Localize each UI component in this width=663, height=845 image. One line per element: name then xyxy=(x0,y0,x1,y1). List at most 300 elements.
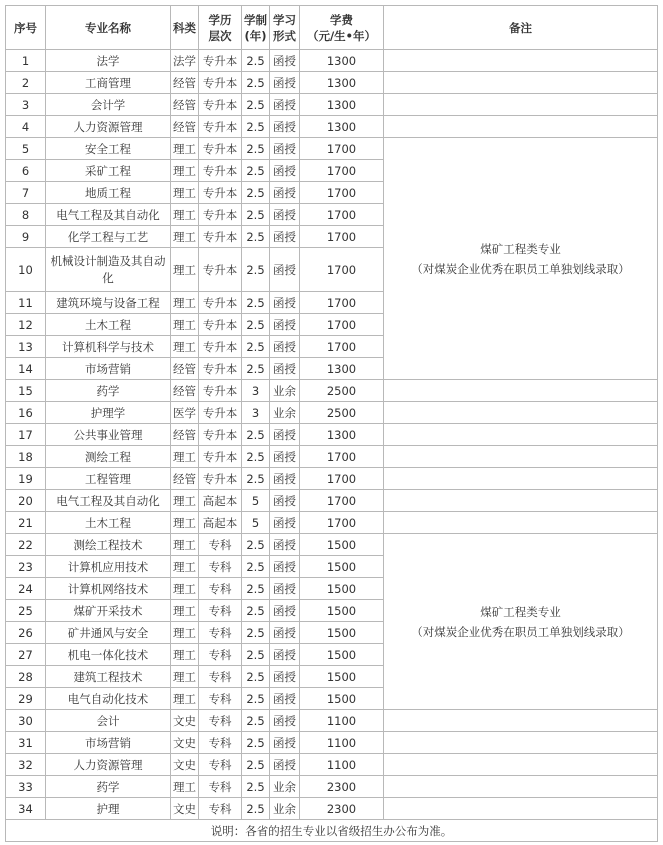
cell-years: 2.5 xyxy=(242,116,270,138)
table-body xyxy=(6,50,658,820)
cell-fee: 2300 xyxy=(300,776,384,798)
cell-level: 专升本 xyxy=(199,182,242,204)
cell-major: 地质工程 xyxy=(46,182,171,204)
cell-fee: 1100 xyxy=(300,710,384,732)
cell-level: 专升本 xyxy=(199,424,242,446)
cell-form: 函授 xyxy=(270,644,300,666)
cell-category: 理工 xyxy=(171,534,199,556)
cell-fee: 1300 xyxy=(300,116,384,138)
cell-level: 专科 xyxy=(199,688,242,710)
cell-level: 专科 xyxy=(199,556,242,578)
cell-years: 2.5 xyxy=(242,600,270,622)
cell-no: 30 xyxy=(6,710,46,732)
remark-empty xyxy=(384,424,658,446)
cell-fee: 1700 xyxy=(300,446,384,468)
cell-category: 理工 xyxy=(171,248,199,292)
cell-form: 业余 xyxy=(270,380,300,402)
table-row xyxy=(6,72,658,94)
cell-form: 函授 xyxy=(270,446,300,468)
cell-major: 会计学 xyxy=(46,94,171,116)
cell-form: 业余 xyxy=(270,402,300,424)
cell-no: 7 xyxy=(6,182,46,204)
cell-major: 护理学 xyxy=(46,402,171,424)
table-row xyxy=(6,776,658,798)
cell-major: 采矿工程 xyxy=(46,160,171,182)
cell-fee: 1100 xyxy=(300,754,384,776)
remark-empty xyxy=(384,798,658,820)
cell-fee: 1500 xyxy=(300,666,384,688)
cell-no: 13 xyxy=(6,336,46,358)
table-row xyxy=(6,710,658,732)
cell-major: 计算机应用技术 xyxy=(46,556,171,578)
cell-form: 函授 xyxy=(270,204,300,226)
cell-years: 2.5 xyxy=(242,666,270,688)
cell-major: 工程管理 xyxy=(46,468,171,490)
table-row xyxy=(6,50,658,72)
cell-form: 函授 xyxy=(270,578,300,600)
cell-no: 24 xyxy=(6,578,46,600)
header-fee-line2: （元/生•年） xyxy=(306,28,377,43)
cell-no: 26 xyxy=(6,622,46,644)
cell-level: 专升本 xyxy=(199,204,242,226)
cell-fee: 1500 xyxy=(300,688,384,710)
cell-fee: 1700 xyxy=(300,468,384,490)
remark-empty xyxy=(384,732,658,754)
cell-years: 2.5 xyxy=(242,534,270,556)
remark-empty xyxy=(384,116,658,138)
cell-major: 法学 xyxy=(46,50,171,72)
cell-form: 函授 xyxy=(270,468,300,490)
cell-years: 2.5 xyxy=(242,72,270,94)
cell-major: 工商管理 xyxy=(46,72,171,94)
cell-category: 理工 xyxy=(171,776,199,798)
cell-fee: 1300 xyxy=(300,50,384,72)
cell-years: 2.5 xyxy=(242,776,270,798)
header-years xyxy=(242,6,270,50)
cell-fee: 1500 xyxy=(300,600,384,622)
remark-empty xyxy=(384,72,658,94)
cell-level: 专升本 xyxy=(199,446,242,468)
cell-major: 机械设计制造及其自动化 xyxy=(46,248,171,292)
header-form-line2: 形式 xyxy=(273,28,296,43)
table-row xyxy=(6,490,658,512)
cell-form: 函授 xyxy=(270,424,300,446)
cell-fee: 1700 xyxy=(300,182,384,204)
cell-fee: 1500 xyxy=(300,644,384,666)
cell-no: 10 xyxy=(6,248,46,292)
cell-no: 28 xyxy=(6,666,46,688)
cell-level: 专升本 xyxy=(199,116,242,138)
cell-major: 测绘工程 xyxy=(46,446,171,468)
cell-form: 业余 xyxy=(270,776,300,798)
cell-years: 2.5 xyxy=(242,732,270,754)
cell-fee: 1700 xyxy=(300,138,384,160)
cell-years: 2.5 xyxy=(242,336,270,358)
cell-years: 3 xyxy=(242,402,270,424)
footer-row xyxy=(6,820,658,842)
cell-fee: 1700 xyxy=(300,490,384,512)
cell-no: 11 xyxy=(6,292,46,314)
cell-category: 医学 xyxy=(171,402,199,424)
cell-no: 34 xyxy=(6,798,46,820)
cell-category: 理工 xyxy=(171,490,199,512)
cell-level: 专升本 xyxy=(199,248,242,292)
header-fee xyxy=(300,6,384,50)
cell-major: 会计 xyxy=(46,710,171,732)
cell-category: 理工 xyxy=(171,204,199,226)
cell-form: 函授 xyxy=(270,72,300,94)
cell-form: 函授 xyxy=(270,138,300,160)
cell-category: 文史 xyxy=(171,732,199,754)
cell-fee: 1500 xyxy=(300,534,384,556)
cell-fee: 2300 xyxy=(300,798,384,820)
cell-years: 2.5 xyxy=(242,314,270,336)
cell-years: 2.5 xyxy=(242,160,270,182)
cell-no: 18 xyxy=(6,446,46,468)
header-row xyxy=(6,6,658,50)
remark-title: 煤矿工程类专业 xyxy=(480,241,561,256)
cell-form: 函授 xyxy=(270,336,300,358)
cell-level: 专升本 xyxy=(199,50,242,72)
cell-no: 21 xyxy=(6,512,46,534)
cell-form: 函授 xyxy=(270,710,300,732)
cell-years: 3 xyxy=(242,380,270,402)
remark-empty xyxy=(384,402,658,424)
cell-level: 专升本 xyxy=(199,402,242,424)
cell-level: 专升本 xyxy=(199,138,242,160)
cell-major: 市场营销 xyxy=(46,358,171,380)
cell-fee: 1700 xyxy=(300,204,384,226)
cell-form: 函授 xyxy=(270,94,300,116)
header-no: 序号 xyxy=(6,6,46,50)
table-row xyxy=(6,424,658,446)
table-row xyxy=(6,798,658,820)
cell-level: 专科 xyxy=(199,732,242,754)
cell-fee: 1300 xyxy=(300,358,384,380)
cell-years: 2.5 xyxy=(242,578,270,600)
cell-level: 专升本 xyxy=(199,314,242,336)
header-note: 备注 xyxy=(384,6,658,50)
cell-form: 函授 xyxy=(270,314,300,336)
cell-major: 化学工程与工艺 xyxy=(46,226,171,248)
remark-title: 煤矿工程类专业 xyxy=(480,604,561,619)
cell-form: 函授 xyxy=(270,754,300,776)
cell-years: 2.5 xyxy=(242,798,270,820)
cell-major: 药学 xyxy=(46,380,171,402)
cell-fee: 1300 xyxy=(300,72,384,94)
cell-no: 23 xyxy=(6,556,46,578)
cell-category: 文史 xyxy=(171,710,199,732)
remark-cell xyxy=(384,138,658,380)
cell-level: 高起本 xyxy=(199,490,242,512)
header-years-line1: 学制 xyxy=(244,12,267,27)
cell-major: 土木工程 xyxy=(46,314,171,336)
cell-years: 2.5 xyxy=(242,50,270,72)
remark-empty xyxy=(384,754,658,776)
cell-level: 专升本 xyxy=(199,72,242,94)
cell-category: 理工 xyxy=(171,512,199,534)
cell-form: 函授 xyxy=(270,622,300,644)
cell-major: 机电一体化技术 xyxy=(46,644,171,666)
cell-major: 人力资源管理 xyxy=(46,754,171,776)
cell-years: 2.5 xyxy=(242,710,270,732)
cell-category: 经管 xyxy=(171,380,199,402)
header-level-line1: 学历 xyxy=(208,12,232,27)
cell-category: 经管 xyxy=(171,424,199,446)
remark-empty xyxy=(384,776,658,798)
cell-fee: 1500 xyxy=(300,578,384,600)
header-fee-line1: 学费 xyxy=(330,12,353,27)
table-row xyxy=(6,446,658,468)
cell-form: 函授 xyxy=(270,292,300,314)
cell-form: 函授 xyxy=(270,358,300,380)
table-row xyxy=(6,512,658,534)
cell-form: 函授 xyxy=(270,226,300,248)
cell-form: 函授 xyxy=(270,556,300,578)
cell-years: 2.5 xyxy=(242,358,270,380)
cell-category: 理工 xyxy=(171,138,199,160)
cell-no: 29 xyxy=(6,688,46,710)
table-row xyxy=(6,402,658,424)
cell-category: 法学 xyxy=(171,50,199,72)
cell-years: 2.5 xyxy=(242,424,270,446)
cell-fee: 1300 xyxy=(300,424,384,446)
cell-fee: 1700 xyxy=(300,292,384,314)
cell-major: 电气工程及其自动化 xyxy=(46,490,171,512)
cell-level: 专科 xyxy=(199,622,242,644)
cell-level: 专科 xyxy=(199,710,242,732)
cell-level: 专科 xyxy=(199,776,242,798)
cell-major: 公共事业管理 xyxy=(46,424,171,446)
cell-form: 函授 xyxy=(270,688,300,710)
cell-years: 2.5 xyxy=(242,94,270,116)
header-major: 专业名称 xyxy=(46,6,171,50)
cell-no: 8 xyxy=(6,204,46,226)
cell-form: 业余 xyxy=(270,798,300,820)
cell-no: 16 xyxy=(6,402,46,424)
cell-category: 理工 xyxy=(171,556,199,578)
cell-fee: 1100 xyxy=(300,732,384,754)
cell-category: 文史 xyxy=(171,754,199,776)
cell-years: 2.5 xyxy=(242,182,270,204)
cell-form: 函授 xyxy=(270,50,300,72)
cell-years: 2.5 xyxy=(242,204,270,226)
cell-category: 经管 xyxy=(171,72,199,94)
cell-major: 电气工程及其自动化 xyxy=(46,204,171,226)
cell-level: 专升本 xyxy=(199,380,242,402)
remark-detail: （对煤炭企业优秀在职员工单独划线录取） xyxy=(411,624,630,639)
cell-form: 函授 xyxy=(270,512,300,534)
cell-level: 专科 xyxy=(199,644,242,666)
cell-level: 专科 xyxy=(199,754,242,776)
cell-level: 专科 xyxy=(199,666,242,688)
header-form xyxy=(270,6,300,50)
table-row xyxy=(6,138,658,160)
cell-major: 矿井通风与安全 xyxy=(46,622,171,644)
cell-level: 专升本 xyxy=(199,226,242,248)
cell-years: 2.5 xyxy=(242,644,270,666)
cell-no: 25 xyxy=(6,600,46,622)
cell-no: 2 xyxy=(6,72,46,94)
cell-major: 计算机科学与技术 xyxy=(46,336,171,358)
cell-years: 5 xyxy=(242,490,270,512)
table-row xyxy=(6,754,658,776)
cell-category: 理工 xyxy=(171,644,199,666)
cell-category: 理工 xyxy=(171,446,199,468)
cell-level: 专科 xyxy=(199,798,242,820)
cell-years: 2.5 xyxy=(242,226,270,248)
cell-no: 22 xyxy=(6,534,46,556)
cell-level: 高起本 xyxy=(199,512,242,534)
cell-major: 护理 xyxy=(46,798,171,820)
cell-fee: 1700 xyxy=(300,314,384,336)
cell-form: 函授 xyxy=(270,248,300,292)
cell-no: 32 xyxy=(6,754,46,776)
cell-years: 2.5 xyxy=(242,446,270,468)
cell-level: 专升本 xyxy=(199,94,242,116)
cell-years: 2.5 xyxy=(242,292,270,314)
cell-fee: 1700 xyxy=(300,336,384,358)
cell-major: 安全工程 xyxy=(46,138,171,160)
cell-major: 计算机网络技术 xyxy=(46,578,171,600)
footer-note: 说明：各省的招生专业以省级招生办公布为准。 xyxy=(6,820,658,842)
cell-major: 人力资源管理 xyxy=(46,116,171,138)
cell-no: 15 xyxy=(6,380,46,402)
cell-fee: 1700 xyxy=(300,226,384,248)
cell-category: 理工 xyxy=(171,578,199,600)
cell-category: 理工 xyxy=(171,292,199,314)
cell-no: 1 xyxy=(6,50,46,72)
cell-fee: 2500 xyxy=(300,402,384,424)
cell-category: 理工 xyxy=(171,622,199,644)
cell-major: 土木工程 xyxy=(46,512,171,534)
cell-no: 27 xyxy=(6,644,46,666)
cell-category: 理工 xyxy=(171,314,199,336)
cell-category: 理工 xyxy=(171,336,199,358)
remark-empty xyxy=(384,94,658,116)
cell-level: 专升本 xyxy=(199,336,242,358)
cell-category: 理工 xyxy=(171,182,199,204)
cell-category: 文史 xyxy=(171,798,199,820)
table-row xyxy=(6,732,658,754)
cell-fee: 1700 xyxy=(300,248,384,292)
cell-category: 理工 xyxy=(171,160,199,182)
cell-level: 专科 xyxy=(199,534,242,556)
header-years-line2: (年) xyxy=(244,28,267,43)
cell-fee: 1500 xyxy=(300,622,384,644)
remark-empty xyxy=(384,446,658,468)
header-level xyxy=(199,6,242,50)
cell-form: 函授 xyxy=(270,182,300,204)
remark-empty xyxy=(384,380,658,402)
header-level-line2: 层次 xyxy=(208,28,232,43)
cell-major: 测绘工程技术 xyxy=(46,534,171,556)
cell-level: 专升本 xyxy=(199,358,242,380)
cell-form: 函授 xyxy=(270,534,300,556)
cell-fee: 2500 xyxy=(300,380,384,402)
cell-level: 专升本 xyxy=(199,160,242,182)
remark-empty xyxy=(384,50,658,72)
admissions-table xyxy=(5,5,658,842)
header-form-line1: 学习 xyxy=(273,12,296,27)
remark-empty xyxy=(384,710,658,732)
table-row xyxy=(6,116,658,138)
cell-years: 2.5 xyxy=(242,556,270,578)
cell-form: 函授 xyxy=(270,732,300,754)
cell-major: 市场营销 xyxy=(46,732,171,754)
cell-no: 9 xyxy=(6,226,46,248)
cell-years: 2.5 xyxy=(242,754,270,776)
cell-category: 理工 xyxy=(171,666,199,688)
table-row xyxy=(6,94,658,116)
table-row xyxy=(6,534,658,556)
cell-no: 4 xyxy=(6,116,46,138)
cell-form: 函授 xyxy=(270,116,300,138)
cell-category: 经管 xyxy=(171,468,199,490)
cell-years: 2.5 xyxy=(242,138,270,160)
cell-years: 2.5 xyxy=(242,248,270,292)
cell-level: 专升本 xyxy=(199,468,242,490)
cell-no: 12 xyxy=(6,314,46,336)
cell-form: 函授 xyxy=(270,600,300,622)
cell-fee: 1300 xyxy=(300,94,384,116)
cell-no: 14 xyxy=(6,358,46,380)
cell-no: 20 xyxy=(6,490,46,512)
cell-years: 2.5 xyxy=(242,622,270,644)
cell-major: 建筑工程技术 xyxy=(46,666,171,688)
table-row xyxy=(6,468,658,490)
remark-empty xyxy=(384,468,658,490)
cell-category: 理工 xyxy=(171,600,199,622)
cell-category: 经管 xyxy=(171,358,199,380)
cell-fee: 1500 xyxy=(300,556,384,578)
remark-cell xyxy=(384,534,658,710)
cell-major: 建筑环境与设备工程 xyxy=(46,292,171,314)
cell-form: 函授 xyxy=(270,666,300,688)
header-category: 科类 xyxy=(171,6,199,50)
table-row xyxy=(6,380,658,402)
cell-major: 煤矿开采技术 xyxy=(46,600,171,622)
cell-category: 理工 xyxy=(171,226,199,248)
admissions-table-container xyxy=(5,5,658,842)
cell-form: 函授 xyxy=(270,160,300,182)
cell-level: 专科 xyxy=(199,600,242,622)
cell-category: 理工 xyxy=(171,688,199,710)
cell-years: 2.5 xyxy=(242,688,270,710)
cell-form: 函授 xyxy=(270,490,300,512)
cell-no: 3 xyxy=(6,94,46,116)
cell-fee: 1700 xyxy=(300,160,384,182)
cell-years: 5 xyxy=(242,512,270,534)
cell-level: 专升本 xyxy=(199,292,242,314)
cell-fee: 1700 xyxy=(300,512,384,534)
remark-detail: （对煤炭企业优秀在职员工单独划线录取） xyxy=(411,261,630,276)
cell-no: 17 xyxy=(6,424,46,446)
cell-no: 6 xyxy=(6,160,46,182)
cell-no: 31 xyxy=(6,732,46,754)
remark-empty xyxy=(384,490,658,512)
cell-no: 33 xyxy=(6,776,46,798)
cell-major: 电气自动化技术 xyxy=(46,688,171,710)
cell-level: 专科 xyxy=(199,578,242,600)
cell-category: 经管 xyxy=(171,116,199,138)
cell-years: 2.5 xyxy=(242,468,270,490)
remark-empty xyxy=(384,512,658,534)
cell-category: 经管 xyxy=(171,94,199,116)
cell-no: 19 xyxy=(6,468,46,490)
cell-major: 药学 xyxy=(46,776,171,798)
cell-no: 5 xyxy=(6,138,46,160)
